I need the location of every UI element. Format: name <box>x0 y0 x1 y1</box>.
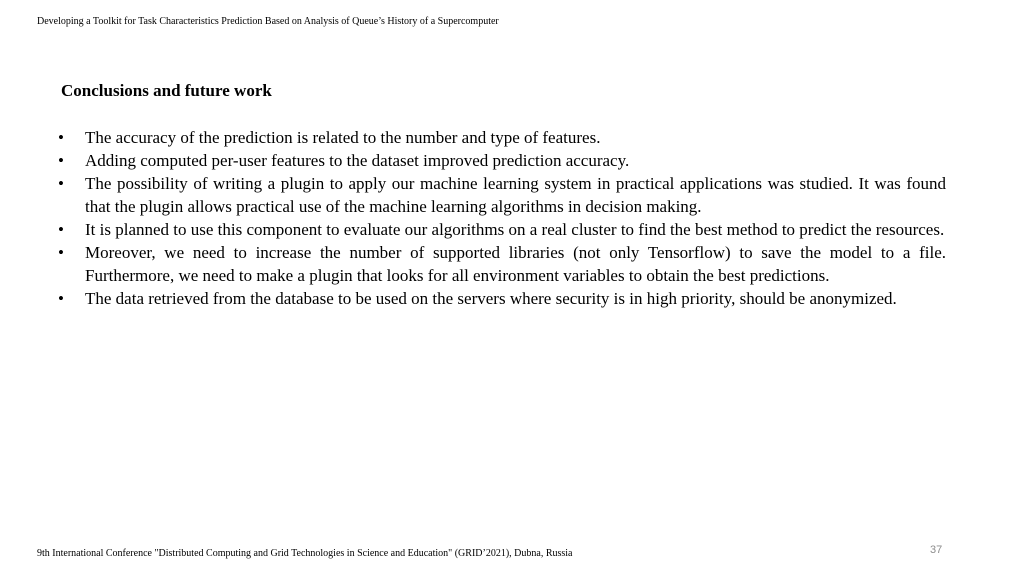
bullet-item <box>58 172 946 218</box>
bullet-item <box>58 241 946 287</box>
bullet-item <box>58 149 946 172</box>
bullet-icon: • <box>58 220 64 239</box>
bullet-text: Adding computed per-user features to the dataset improved prediction accuracy. <box>85 151 630 170</box>
bullet-item <box>58 218 946 241</box>
bullet-icon: • <box>58 151 64 170</box>
page-number: 37 <box>930 544 943 556</box>
bullet-icon: • <box>58 128 64 147</box>
bullet-text: The possibility of writing a plugin to apply our machine learning system in practical applications was studied. It was found that the plugin allows practical use of the machine learning algorithms in decision making. <box>85 174 946 216</box>
slide-header: Developing a Toolkit for Task Characteristics Prediction Based on Analysis of Queue’s History of a Supercomputer <box>37 16 499 27</box>
slide-title: Conclusions and future work <box>61 81 272 100</box>
bullet-text: It is planned to use this component to evaluate our algorithms on a real cluster to find the best method to predict the resources. <box>85 220 945 239</box>
bullet-list <box>58 126 946 310</box>
slide-footer: 9th International Conference "Distributed Computing and Grid Technologies in Science and Education" (GRID’2021), Dubna, Russia <box>37 548 573 559</box>
bullet-text: The accuracy of the prediction is related to the number and type of features. <box>85 128 601 147</box>
bullet-icon: • <box>58 289 64 308</box>
bullet-item <box>58 126 946 149</box>
bullet-icon: • <box>58 174 64 193</box>
bullet-icon: • <box>58 243 64 262</box>
bullet-item <box>58 287 946 310</box>
bullet-text: Moreover, we need to increase the number of supported libraries (not only Tensorflow) to save the model to a file. Furthermore, we need to make a plugin that looks for all environment variables to obtain the best predictions. <box>85 243 946 285</box>
bullet-text: The data retrieved from the database to be used on the servers where security is in high priority, should be anonymized. <box>85 289 897 308</box>
